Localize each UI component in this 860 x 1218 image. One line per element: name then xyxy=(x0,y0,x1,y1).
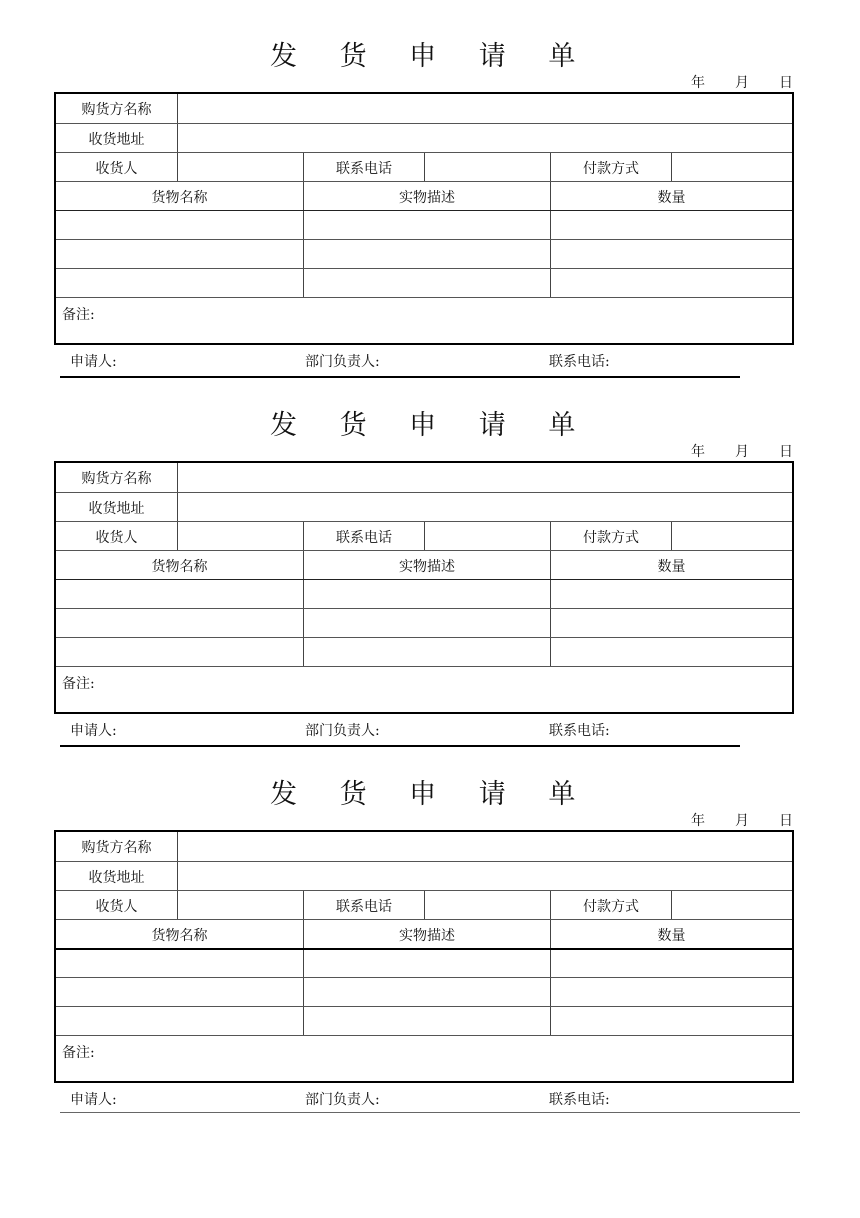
form-title: 发 货 申 请 单 xyxy=(270,779,593,810)
date-day-label: 日 xyxy=(779,813,793,829)
quantity-cell[interactable] xyxy=(550,240,792,269)
quantity-cell[interactable] xyxy=(550,269,792,298)
contact-phone-field[interactable] xyxy=(424,153,550,182)
buyer-name-row xyxy=(56,832,792,861)
date-year-label: 年 xyxy=(691,75,705,91)
consignee-row xyxy=(56,890,792,920)
remarks-label: 备注: xyxy=(62,1045,95,1061)
contact-phone-label: 联系电话 xyxy=(303,153,424,182)
date-day-label: 日 xyxy=(779,75,793,91)
consignee-field[interactable] xyxy=(177,522,303,551)
buyer-name-field[interactable] xyxy=(177,94,792,123)
contact-phone-label: 联系电话 xyxy=(303,891,424,920)
quantity-cell[interactable] xyxy=(550,580,792,609)
goods-name-cell[interactable] xyxy=(56,240,303,269)
form-table xyxy=(54,830,794,1083)
consignee-label: 收货人 xyxy=(95,160,138,177)
consignee-row xyxy=(56,521,792,551)
description-cell[interactable] xyxy=(303,211,550,240)
delivery-address-row xyxy=(56,861,792,891)
goods-name-cell[interactable] xyxy=(56,978,303,1007)
delivery-address-row xyxy=(56,123,792,153)
quantity-cell[interactable] xyxy=(550,609,792,638)
date-month-label: 月 xyxy=(735,444,749,460)
quantity-cell[interactable] xyxy=(550,978,792,1007)
goods-name-cell[interactable] xyxy=(56,211,303,240)
shipping-request-form-2 xyxy=(0,369,860,738)
delivery-address-label: 收货地址 xyxy=(88,131,145,148)
payment-method-field[interactable] xyxy=(671,153,792,182)
remarks-row[interactable] xyxy=(56,297,792,344)
consignee-label: 收货人 xyxy=(95,898,138,915)
quantity-header: 数量 xyxy=(550,920,792,949)
goods-row xyxy=(56,948,792,979)
footer-baseline xyxy=(60,1112,800,1113)
delivery-address-field[interactable] xyxy=(177,862,792,891)
buyer-name-label: 购货方名称 xyxy=(81,470,152,487)
goods-name-cell[interactable] xyxy=(56,950,303,979)
form-table xyxy=(54,92,794,345)
goods-header-row xyxy=(56,181,792,211)
quantity-header: 数量 xyxy=(550,551,792,580)
remarks-row[interactable] xyxy=(56,1035,792,1082)
goods-name-cell[interactable] xyxy=(56,638,303,667)
goods-name-cell[interactable] xyxy=(56,580,303,609)
goods-name-cell[interactable] xyxy=(56,609,303,638)
form-title: 发 货 申 请 单 xyxy=(270,410,593,441)
description-cell[interactable] xyxy=(303,609,550,638)
goods-name-header: 货物名称 xyxy=(151,189,208,206)
applicant-label: 申请人: xyxy=(70,354,117,370)
contact-phone-field[interactable] xyxy=(424,891,550,920)
dept-manager-label: 部门负责人: xyxy=(305,723,380,739)
dept-manager-label: 部门负责人: xyxy=(305,354,380,370)
description-cell[interactable] xyxy=(303,1007,550,1036)
payment-method-field[interactable] xyxy=(671,891,792,920)
form-table xyxy=(54,461,794,714)
remarks-label: 备注: xyxy=(62,676,95,692)
consignee-row xyxy=(56,152,792,182)
description-header: 实物描述 xyxy=(303,551,550,580)
date-month-label: 月 xyxy=(735,75,749,91)
applicant-label: 申请人: xyxy=(70,1092,117,1108)
contact-phone-field[interactable] xyxy=(424,522,550,551)
delivery-address-field[interactable] xyxy=(177,124,792,153)
goods-row xyxy=(56,268,792,298)
goods-row xyxy=(56,579,792,609)
quantity-cell[interactable] xyxy=(550,1007,792,1036)
consignee-field[interactable] xyxy=(177,153,303,182)
description-cell[interactable] xyxy=(303,978,550,1007)
date-day-label: 日 xyxy=(779,444,793,460)
applicant-label: 申请人: xyxy=(70,723,117,739)
buyer-name-row xyxy=(56,463,792,492)
description-cell[interactable] xyxy=(303,580,550,609)
goods-row xyxy=(56,1006,792,1036)
date-month-label: 月 xyxy=(735,813,749,829)
goods-name-header: 货物名称 xyxy=(151,927,208,944)
goods-header-row xyxy=(56,919,792,949)
payment-method-field[interactable] xyxy=(671,522,792,551)
goods-name-cell[interactable] xyxy=(56,269,303,298)
contact-phone-label: 联系电话 xyxy=(303,522,424,551)
goods-name-header: 货物名称 xyxy=(151,558,208,575)
goods-header-row xyxy=(56,550,792,580)
form-title: 发 货 申 请 单 xyxy=(270,41,593,72)
quantity-cell[interactable] xyxy=(550,211,792,240)
payment-method-label: 付款方式 xyxy=(550,153,671,182)
goods-name-cell[interactable] xyxy=(56,1007,303,1036)
remarks-label: 备注: xyxy=(62,307,95,323)
footer-phone-label: 联系电话: xyxy=(549,1092,610,1108)
buyer-name-field[interactable] xyxy=(177,832,792,861)
delivery-address-field[interactable] xyxy=(177,493,792,522)
quantity-cell[interactable] xyxy=(550,950,792,979)
buyer-name-field[interactable] xyxy=(177,463,792,492)
description-header: 实物描述 xyxy=(303,920,550,949)
consignee-label: 收货人 xyxy=(95,529,138,546)
footer-phone-label: 联系电话: xyxy=(549,354,610,370)
goods-row xyxy=(56,239,792,269)
buyer-name-row xyxy=(56,94,792,123)
description-cell[interactable] xyxy=(303,240,550,269)
delivery-address-label: 收货地址 xyxy=(88,869,145,886)
footer-phone-label: 联系电话: xyxy=(549,723,610,739)
description-cell[interactable] xyxy=(303,638,550,667)
goods-row xyxy=(56,977,792,1007)
goods-row xyxy=(56,210,792,240)
description-cell[interactable] xyxy=(303,269,550,298)
quantity-cell[interactable] xyxy=(550,638,792,667)
date-year-label: 年 xyxy=(691,444,705,460)
delivery-address-label: 收货地址 xyxy=(88,500,145,517)
buyer-name-label: 购货方名称 xyxy=(81,101,152,118)
payment-method-label: 付款方式 xyxy=(550,522,671,551)
consignee-field[interactable] xyxy=(177,891,303,920)
goods-row xyxy=(56,637,792,667)
remarks-row[interactable] xyxy=(56,666,792,713)
goods-row xyxy=(56,608,792,638)
dept-manager-label: 部门负责人: xyxy=(305,1092,380,1108)
payment-method-label: 付款方式 xyxy=(550,891,671,920)
date-year-label: 年 xyxy=(691,813,705,829)
description-header: 实物描述 xyxy=(303,182,550,211)
delivery-address-row xyxy=(56,492,792,522)
quantity-header: 数量 xyxy=(550,182,792,211)
buyer-name-label: 购货方名称 xyxy=(81,839,152,856)
description-cell[interactable] xyxy=(303,950,550,979)
shipping-request-form-3 xyxy=(0,738,860,1107)
shipping-request-form-1 xyxy=(0,0,860,369)
